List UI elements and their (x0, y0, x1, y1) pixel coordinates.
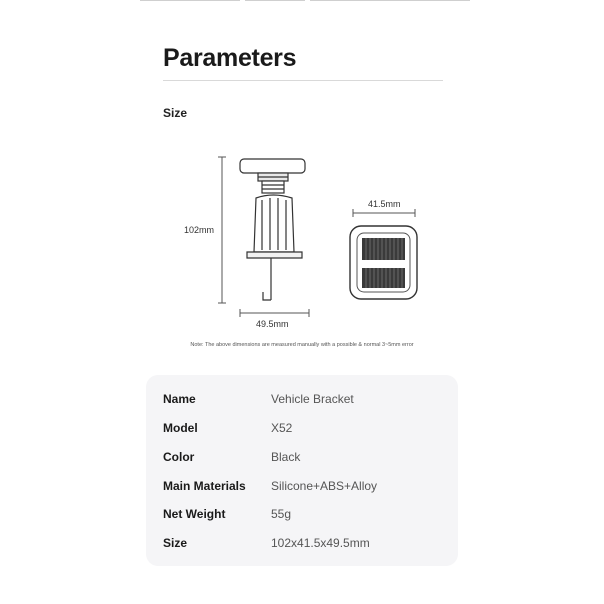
bracket-side-view (240, 159, 305, 300)
spec-value: Black (271, 450, 301, 464)
spec-row-color (163, 450, 453, 470)
spec-key: Size (163, 536, 188, 550)
width-dimension-line (353, 209, 415, 217)
height-dimension-line (218, 157, 226, 303)
size-section-label: Size (163, 106, 188, 120)
depth-dimension-line (240, 309, 309, 317)
spec-value: 102x41.5x49.5mm (271, 536, 370, 550)
height-dimension-label: 102mm (184, 225, 215, 235)
spec-key: Net Weight (163, 507, 226, 521)
spec-key: Model (163, 421, 198, 435)
spec-value: Silicone+ABS+Alloy (271, 479, 378, 493)
spec-row-materials (163, 479, 453, 499)
spec-key: Name (163, 392, 196, 406)
spec-value: Vehicle Bracket (271, 392, 354, 406)
spec-row-model (163, 421, 453, 441)
bracket-front-view (350, 226, 417, 299)
spec-table (146, 375, 458, 566)
spec-row-weight (163, 507, 453, 527)
depth-dimension-label: 49.5mm (256, 319, 289, 329)
spec-key: Main Materials (163, 479, 246, 493)
spec-value: X52 (271, 421, 293, 435)
spec-row-name (163, 392, 453, 412)
width-dimension-label: 41.5mm (368, 199, 401, 209)
spec-value: 55g (271, 507, 292, 521)
page-title: Parameters (163, 44, 297, 72)
spec-key: Color (163, 450, 195, 464)
spec-row-size (163, 536, 453, 556)
measurement-note: Note: The above dimensions are measured manually with a possible & normal 3~5mm error (190, 342, 414, 348)
